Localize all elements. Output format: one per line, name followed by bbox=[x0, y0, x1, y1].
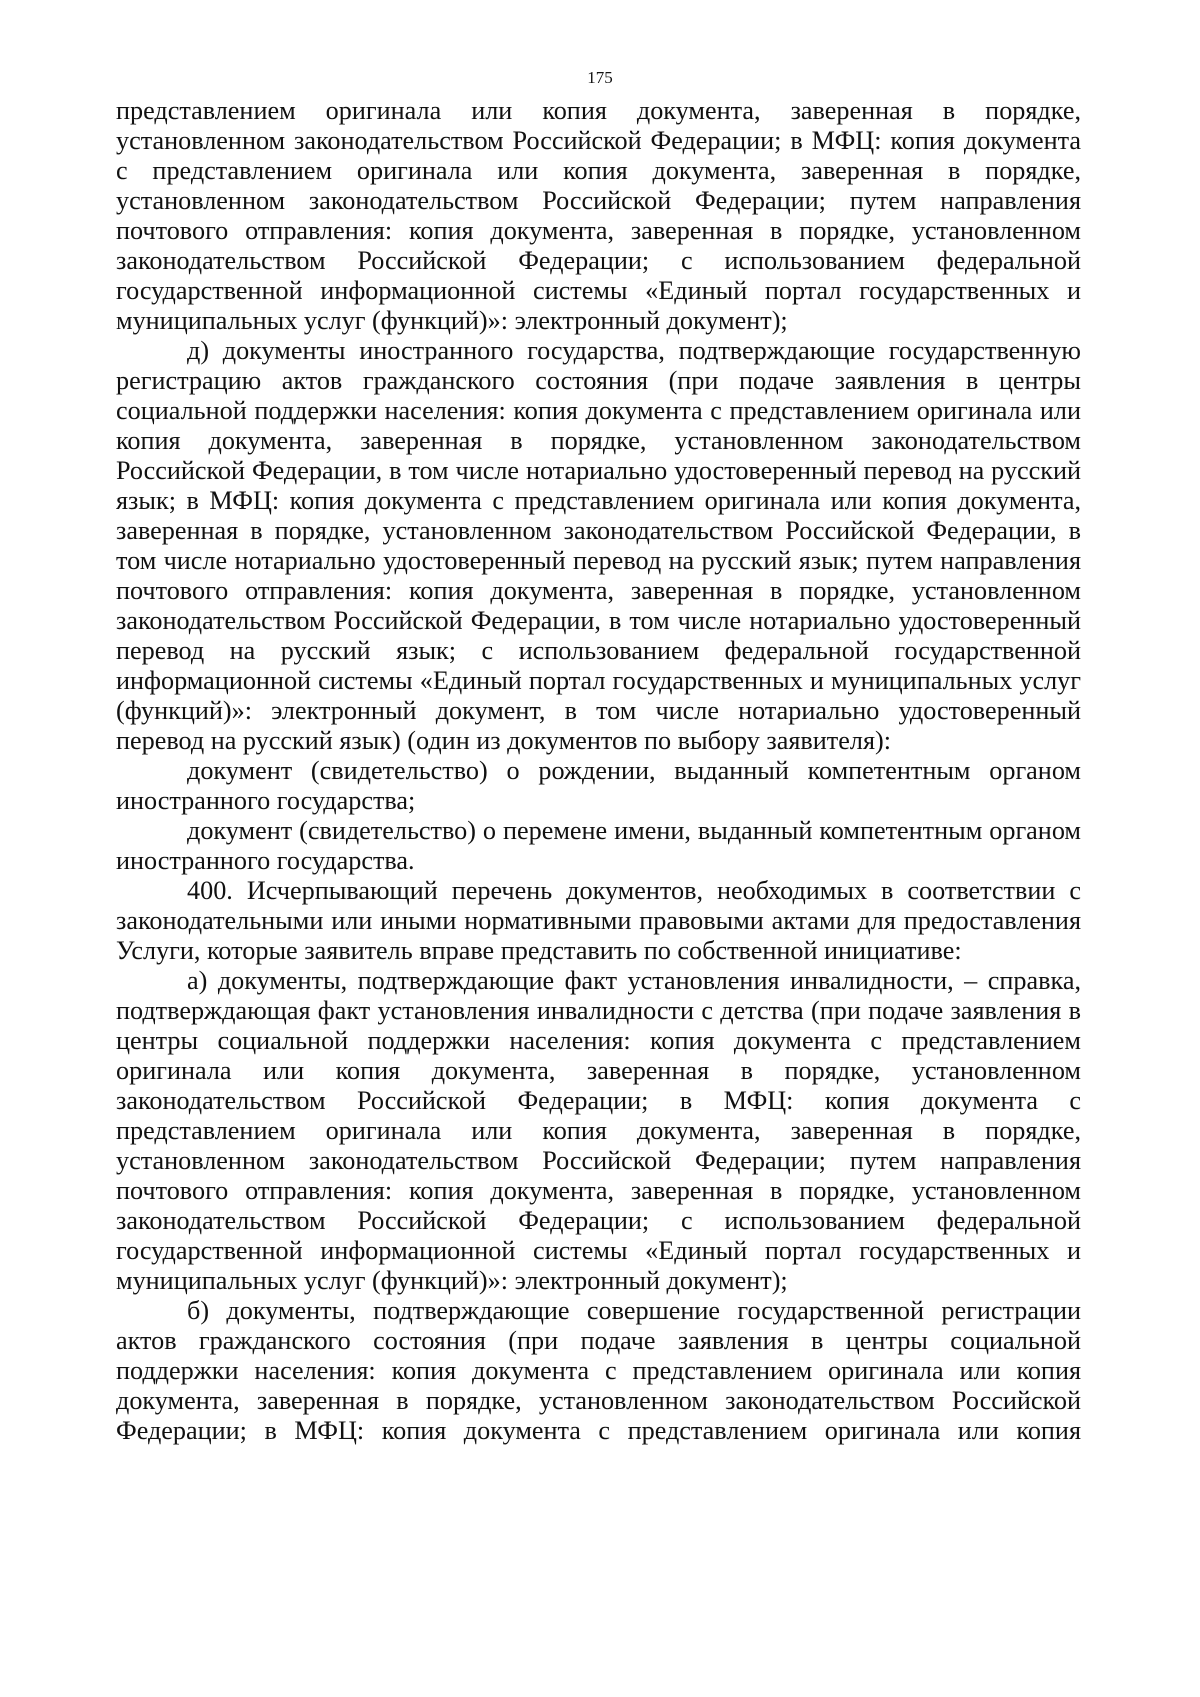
text-line: установленном законодательством Российской Федерации; в МФЦ: копия документа bbox=[116, 126, 1081, 155]
text-line: законодательством Российской Федерации; в МФЦ: копия документа с bbox=[116, 1086, 1081, 1115]
text-line: заверенная в порядке, установленном законодательством Российской Федерации, в bbox=[116, 516, 1081, 545]
page-number: 175 bbox=[587, 68, 613, 87]
text-line: (функций)»: электронный документ, в том числе нотариально удостоверенный bbox=[116, 696, 1081, 725]
document-body bbox=[116, 96, 1081, 1446]
paragraph-first-line: д) документы иностранного государства, подтверждающие государственную bbox=[187, 336, 1081, 365]
text-line: Российской Федерации, в том числе нотариально удостоверенный перевод на русский bbox=[116, 456, 1081, 485]
text-line: законодательными или иными нормативными правовыми актами для предоставления bbox=[116, 906, 1081, 935]
text-line: муниципальных услуг (функций)»: электронный документ); bbox=[116, 306, 788, 335]
paragraph-first-line: документ (свидетельство) о рождении, выданный компетентным органом bbox=[187, 756, 1081, 785]
text-line: том числе нотариально удостоверенный перевод на русский язык; путем направления bbox=[116, 546, 1081, 575]
text-line: законодательством Российской Федерации; с использованием федеральной bbox=[116, 1206, 1081, 1235]
text-line: установленном законодательством Российской Федерации; путем направления bbox=[116, 1146, 1081, 1175]
text-line: регистрацию актов гражданского состояния (при подаче заявления в центры bbox=[116, 366, 1081, 395]
text-line: поддержки населения: копия документа с представлением оригинала или копия bbox=[116, 1356, 1081, 1385]
text-line: представлением оригинала или копия документа, заверенная в порядке, bbox=[116, 1116, 1081, 1145]
text-line: иностранного государства; bbox=[116, 786, 416, 815]
text-line: центры социальной поддержки населения: копия документа с представлением bbox=[116, 1026, 1081, 1055]
text-line: актов гражданского состояния (при подаче заявления в центры социальной bbox=[116, 1326, 1081, 1355]
text-line: почтового отправления: копия документа, заверенная в порядке, установленном bbox=[116, 576, 1081, 605]
text-line: представлением оригинала или копия документа, заверенная в порядке, bbox=[116, 96, 1081, 125]
text-line: Услуги, которые заявитель вправе представить по собственной инициативе: bbox=[116, 936, 962, 965]
text-line: перевод на русский язык) (один из документов по выбору заявителя): bbox=[116, 726, 891, 755]
paragraph-first-line: документ (свидетельство) о перемене имени, выданный компетентным органом bbox=[187, 816, 1081, 845]
text-line: установленном законодательством Российской Федерации; путем направления bbox=[116, 186, 1081, 215]
text-line: почтового отправления: копия документа, заверенная в порядке, установленном bbox=[116, 216, 1081, 245]
text-line: информационной системы «Единый портал государственных и муниципальных услуг bbox=[116, 666, 1081, 695]
text-line: муниципальных услуг (функций)»: электронный документ); bbox=[116, 1266, 788, 1295]
text-line: почтового отправления: копия документа, заверенная в порядке, установленном bbox=[116, 1176, 1081, 1205]
text-line: с представлением оригинала или копия документа, заверенная в порядке, bbox=[116, 156, 1081, 185]
text-line: копия документа, заверенная в порядке, установленном законодательством bbox=[116, 426, 1081, 455]
text-line: оригинала или копия документа, заверенная в порядке, установленном bbox=[116, 1056, 1081, 1085]
text-line: перевод на русский язык; с использованием федеральной государственной bbox=[116, 636, 1081, 665]
text-line: государственной информационной системы «Единый портал государственных и bbox=[116, 276, 1081, 305]
text-line: законодательством Российской Федерации, в том числе нотариально удостоверенный bbox=[116, 606, 1081, 635]
paragraph-first-line: а) документы, подтверждающие факт установления инвалидности, – справка, bbox=[187, 966, 1081, 995]
text-line: язык; в МФЦ: копия документа с представлением оригинала или копия документа, bbox=[116, 486, 1081, 515]
text-line: документа, заверенная в порядке, установленном законодательством Российской bbox=[116, 1386, 1081, 1415]
text-line: государственной информационной системы «Единый портал государственных и bbox=[116, 1236, 1081, 1265]
paragraph-first-line: 400. Исчерпывающий перечень документов, необходимых в соответствии с bbox=[187, 876, 1081, 905]
text-line: законодательством Российской Федерации; с использованием федеральной bbox=[116, 246, 1081, 275]
text-line: иностранного государства. bbox=[116, 846, 415, 875]
text-line: социальной поддержки населения: копия документа с представлением оригинала или bbox=[116, 396, 1081, 425]
text-line: подтверждающая факт установления инвалидности с детства (при подаче заявления в bbox=[116, 996, 1081, 1025]
paragraph-first-line: б) документы, подтверждающие совершение государственной регистрации bbox=[187, 1296, 1081, 1325]
text-line: Федерации; в МФЦ: копия документа с представлением оригинала или копия bbox=[116, 1416, 1081, 1445]
